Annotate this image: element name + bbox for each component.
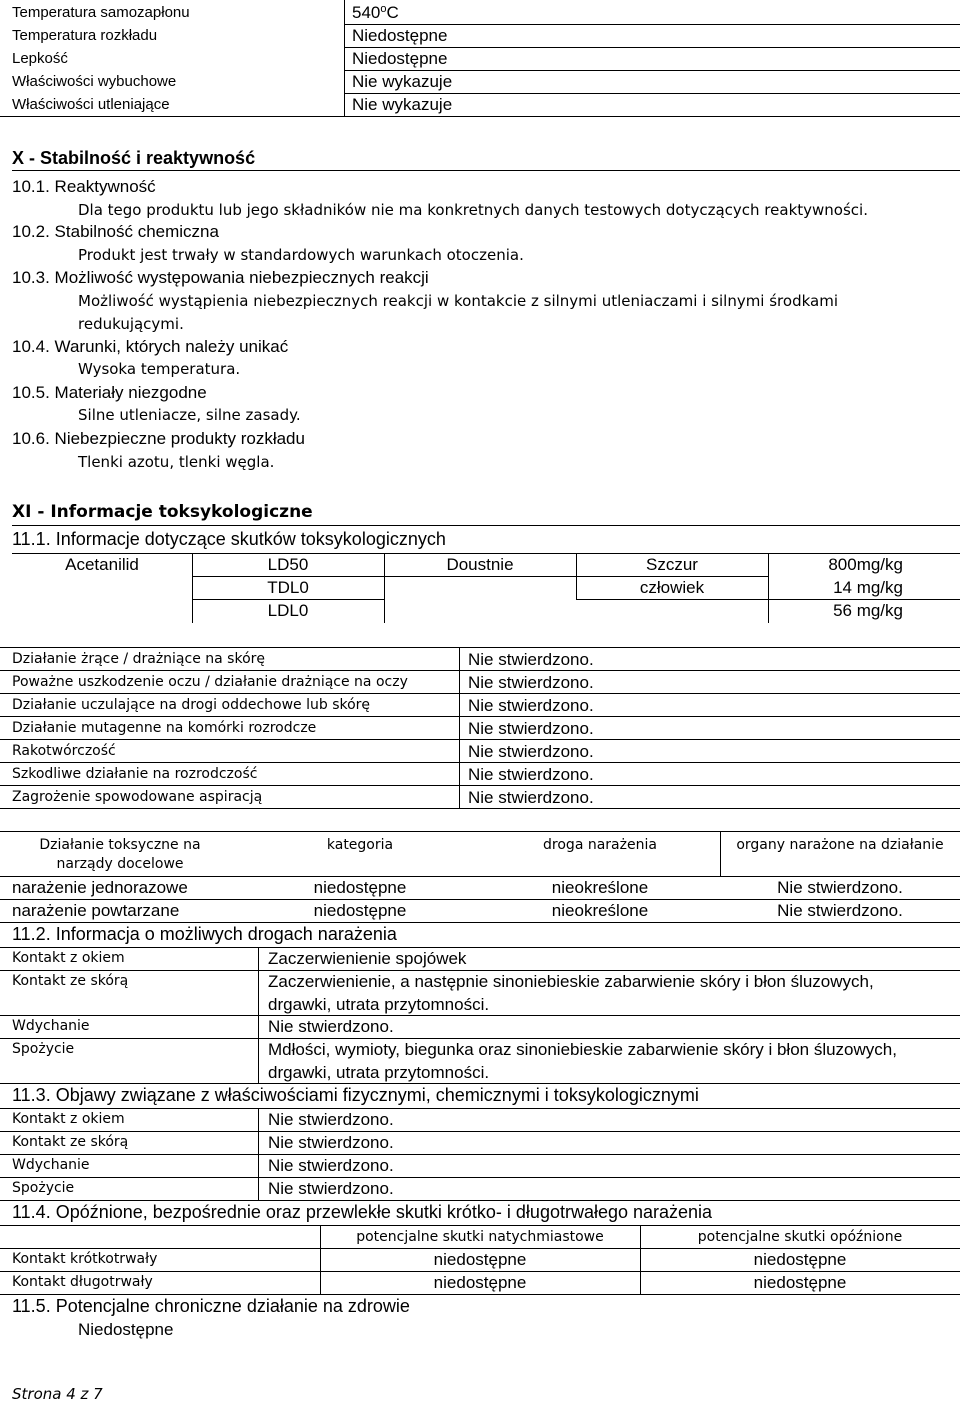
acute-species: Szczur bbox=[646, 555, 698, 574]
acute-route: Doustnie bbox=[446, 555, 514, 574]
stot-cell: nieokreślone bbox=[551, 878, 649, 897]
prop-label: Właściwości utleniające bbox=[12, 96, 170, 113]
route-value: Mdłości, wymioty, biegunka oraz sinoniebieskie zabarwienie skóry i błon śluzowych, bbox=[268, 1040, 897, 1059]
route-value: drgawki, utrata przytomności. bbox=[268, 1063, 490, 1082]
prop-value: Nie wykazuje bbox=[352, 95, 453, 114]
route-label: Kontakt z okiem bbox=[12, 950, 125, 966]
effect-value: Nie stwierdzono. bbox=[468, 788, 594, 807]
stot-header: Działanie toksyczne na narządy docelowe bbox=[39, 837, 201, 872]
prop-value: 540$^o$C bbox=[352, 3, 399, 22]
effect-label: Rakotwórczość bbox=[12, 743, 116, 759]
section-title: X - Stabilność i reaktywność bbox=[12, 148, 256, 168]
subsection-text: Produkt jest trwały w standardowych warunkach otoczenia. bbox=[78, 246, 524, 264]
delayed-header: potencjalne skutki opóźnione bbox=[697, 1229, 903, 1245]
props-divider bbox=[344, 0, 345, 116]
acute-value: 56 mg/kg bbox=[833, 601, 903, 620]
stot-cell: Nie stwierdzono. bbox=[777, 901, 903, 920]
stot-cell: Nie stwierdzono. bbox=[777, 878, 903, 897]
subsection-text: Tlenki azotu, tlenki węgla. bbox=[78, 453, 275, 471]
stot-cell: nieokreślone bbox=[551, 901, 649, 920]
route-value: Nie stwierdzono. bbox=[268, 1017, 394, 1036]
delayed-cell: niedostępne bbox=[433, 1273, 527, 1292]
effect-value: Nie stwierdzono. bbox=[468, 765, 594, 784]
delayed-label: Kontakt długotrwały bbox=[12, 1274, 153, 1290]
acute-value: 14 mg/kg bbox=[833, 578, 903, 597]
subsection-heading: 11.2. Informacja o możliwych drogach narażenia bbox=[12, 924, 397, 944]
subsection-heading: 11.1. Informacje dotyczące skutków toksykologicznych bbox=[12, 529, 446, 549]
delayed-label: Kontakt krótkotrwały bbox=[12, 1251, 158, 1267]
prop-label: Lepkość bbox=[12, 50, 68, 67]
props-line bbox=[344, 47, 960, 48]
subsection-text: Niedostępne bbox=[78, 1320, 174, 1339]
page-number: Strona 4 z 7 bbox=[12, 1385, 103, 1403]
delayed-cell: niedostępne bbox=[753, 1273, 847, 1292]
acute-substance: Acetanilid bbox=[65, 555, 139, 574]
props-bottom-line bbox=[0, 116, 960, 117]
subsection-text: Wysoka temperatura. bbox=[78, 360, 241, 378]
stot-header: kategoria bbox=[326, 837, 394, 853]
subsection-heading: 11.3. Objawy związane z właściwościami fizycznymi, chemicznymi i toksykologicznymi bbox=[12, 1085, 699, 1105]
acute-species: człowiek bbox=[639, 578, 705, 597]
stot-header: droga narażenia bbox=[543, 837, 657, 853]
stot-cell: narażenie powtarzane bbox=[12, 901, 180, 920]
prop-label: Właściwości wybuchowe bbox=[12, 73, 177, 90]
route-value: Zaczerwienienie, a następnie sinoniebieskie zabarwienie skóry i błon śluzowych, bbox=[268, 972, 874, 991]
prop-label: Temperatura rozkładu bbox=[12, 27, 158, 44]
props-line bbox=[344, 70, 960, 71]
subsection-heading: 10.5. Materiały niezgodne bbox=[12, 383, 207, 402]
stot-cell: narażenie jednorazowe bbox=[12, 878, 188, 897]
stot-cell: niedostępne bbox=[313, 878, 407, 897]
symptom-label: Wdychanie bbox=[12, 1157, 90, 1173]
symptom-label: Spożycie bbox=[12, 1180, 75, 1196]
effect-value: Nie stwierdzono. bbox=[468, 696, 594, 715]
effect-label: Działanie mutagenne na komórki rozrodcze bbox=[12, 720, 317, 736]
effect-value: Nie stwierdzono. bbox=[468, 673, 594, 692]
effect-label: Szkodliwe działanie na rozrodczość bbox=[12, 766, 258, 782]
stot-header: organy narażone na działanie bbox=[736, 837, 944, 853]
subsection-heading: 10.6. Niebezpieczne produkty rozkładu bbox=[12, 429, 305, 448]
route-value: Zaczerwienienie spojówek bbox=[268, 949, 467, 968]
delayed-header: potencjalne skutki natychmiastowe bbox=[356, 1229, 604, 1245]
effect-value: Nie stwierdzono. bbox=[468, 650, 594, 669]
props-line bbox=[344, 24, 960, 25]
effect-value: Nie stwierdzono. bbox=[468, 719, 594, 738]
acute-test: LD50 bbox=[267, 555, 309, 574]
effect-label: Działanie żrące / drażniące na skórę bbox=[12, 651, 266, 667]
effect-label: Poważne uszkodzenie oczu / działanie drażniące na oczy bbox=[12, 674, 408, 690]
subsection-heading: 10.2. Stabilność chemiczna bbox=[12, 222, 219, 241]
subsection-heading: 11.5. Potencjalne chroniczne działanie na zdrowie bbox=[12, 1296, 410, 1316]
prop-value: Nie wykazuje bbox=[352, 72, 453, 91]
symptom-value: Nie stwierdzono. bbox=[268, 1179, 394, 1198]
section-underline bbox=[12, 170, 960, 171]
acute-test: TDL0 bbox=[267, 578, 309, 597]
route-value: drgawki, utrata przytomności. bbox=[268, 995, 490, 1014]
symptom-value: Nie stwierdzono. bbox=[268, 1133, 394, 1152]
subsection-text: redukującymi. bbox=[78, 315, 184, 333]
route-label: Wdychanie bbox=[12, 1018, 90, 1034]
subsection-heading: 10.4. Warunki, których należy unikać bbox=[12, 337, 289, 356]
prop-label: Temperatura samozapłonu bbox=[12, 4, 190, 21]
subsection-heading: 10.3. Możliwość występowania niebezpiecznych reakcji bbox=[12, 268, 429, 287]
symptom-label: Kontakt ze skórą bbox=[12, 1134, 129, 1150]
acute-value: 800mg/kg bbox=[828, 555, 903, 574]
props-line bbox=[344, 93, 960, 94]
symptom-value: Nie stwierdzono. bbox=[268, 1156, 394, 1175]
subsection-heading: 10.1. Reaktywność bbox=[12, 177, 156, 196]
section-underline bbox=[12, 525, 960, 526]
delayed-cell: niedostępne bbox=[433, 1250, 527, 1269]
effect-label: Zagrożenie spowodowane aspiracją bbox=[12, 789, 263, 805]
subsection-text: Silne utleniacze, silne zasady. bbox=[78, 406, 301, 424]
route-label: Spożycie bbox=[12, 1041, 75, 1057]
effect-value: Nie stwierdzono. bbox=[468, 742, 594, 761]
effect-label: Działanie uczulające na drogi oddechowe lub skórę bbox=[12, 697, 371, 713]
acute-test: LDL0 bbox=[267, 601, 309, 620]
prop-value: Niedostępne bbox=[352, 26, 448, 45]
subsection-text: Dla tego produktu lub jego składników nie ma konkretnych danych testowych dotyczących reaktywności. bbox=[78, 201, 868, 219]
section-title: XI - Informacje toksykologiczne bbox=[12, 502, 313, 522]
prop-value: Niedostępne bbox=[352, 49, 448, 68]
symptom-value: Nie stwierdzono. bbox=[268, 1110, 394, 1129]
subsection-heading: 11.4. Opóźnione, bezpośrednie oraz przewlekłe skutki krótko- i długotrwałego narażenia bbox=[12, 1202, 713, 1222]
route-label: Kontakt ze skórą bbox=[12, 973, 129, 989]
delayed-cell: niedostępne bbox=[753, 1250, 847, 1269]
stot-cell: niedostępne bbox=[313, 901, 407, 920]
subsection-text: Możliwość wystąpienia niebezpiecznych reakcji w kontakcie z silnymi utleniaczami i silnymi środkami bbox=[78, 292, 838, 310]
symptom-label: Kontakt z okiem bbox=[12, 1111, 125, 1127]
